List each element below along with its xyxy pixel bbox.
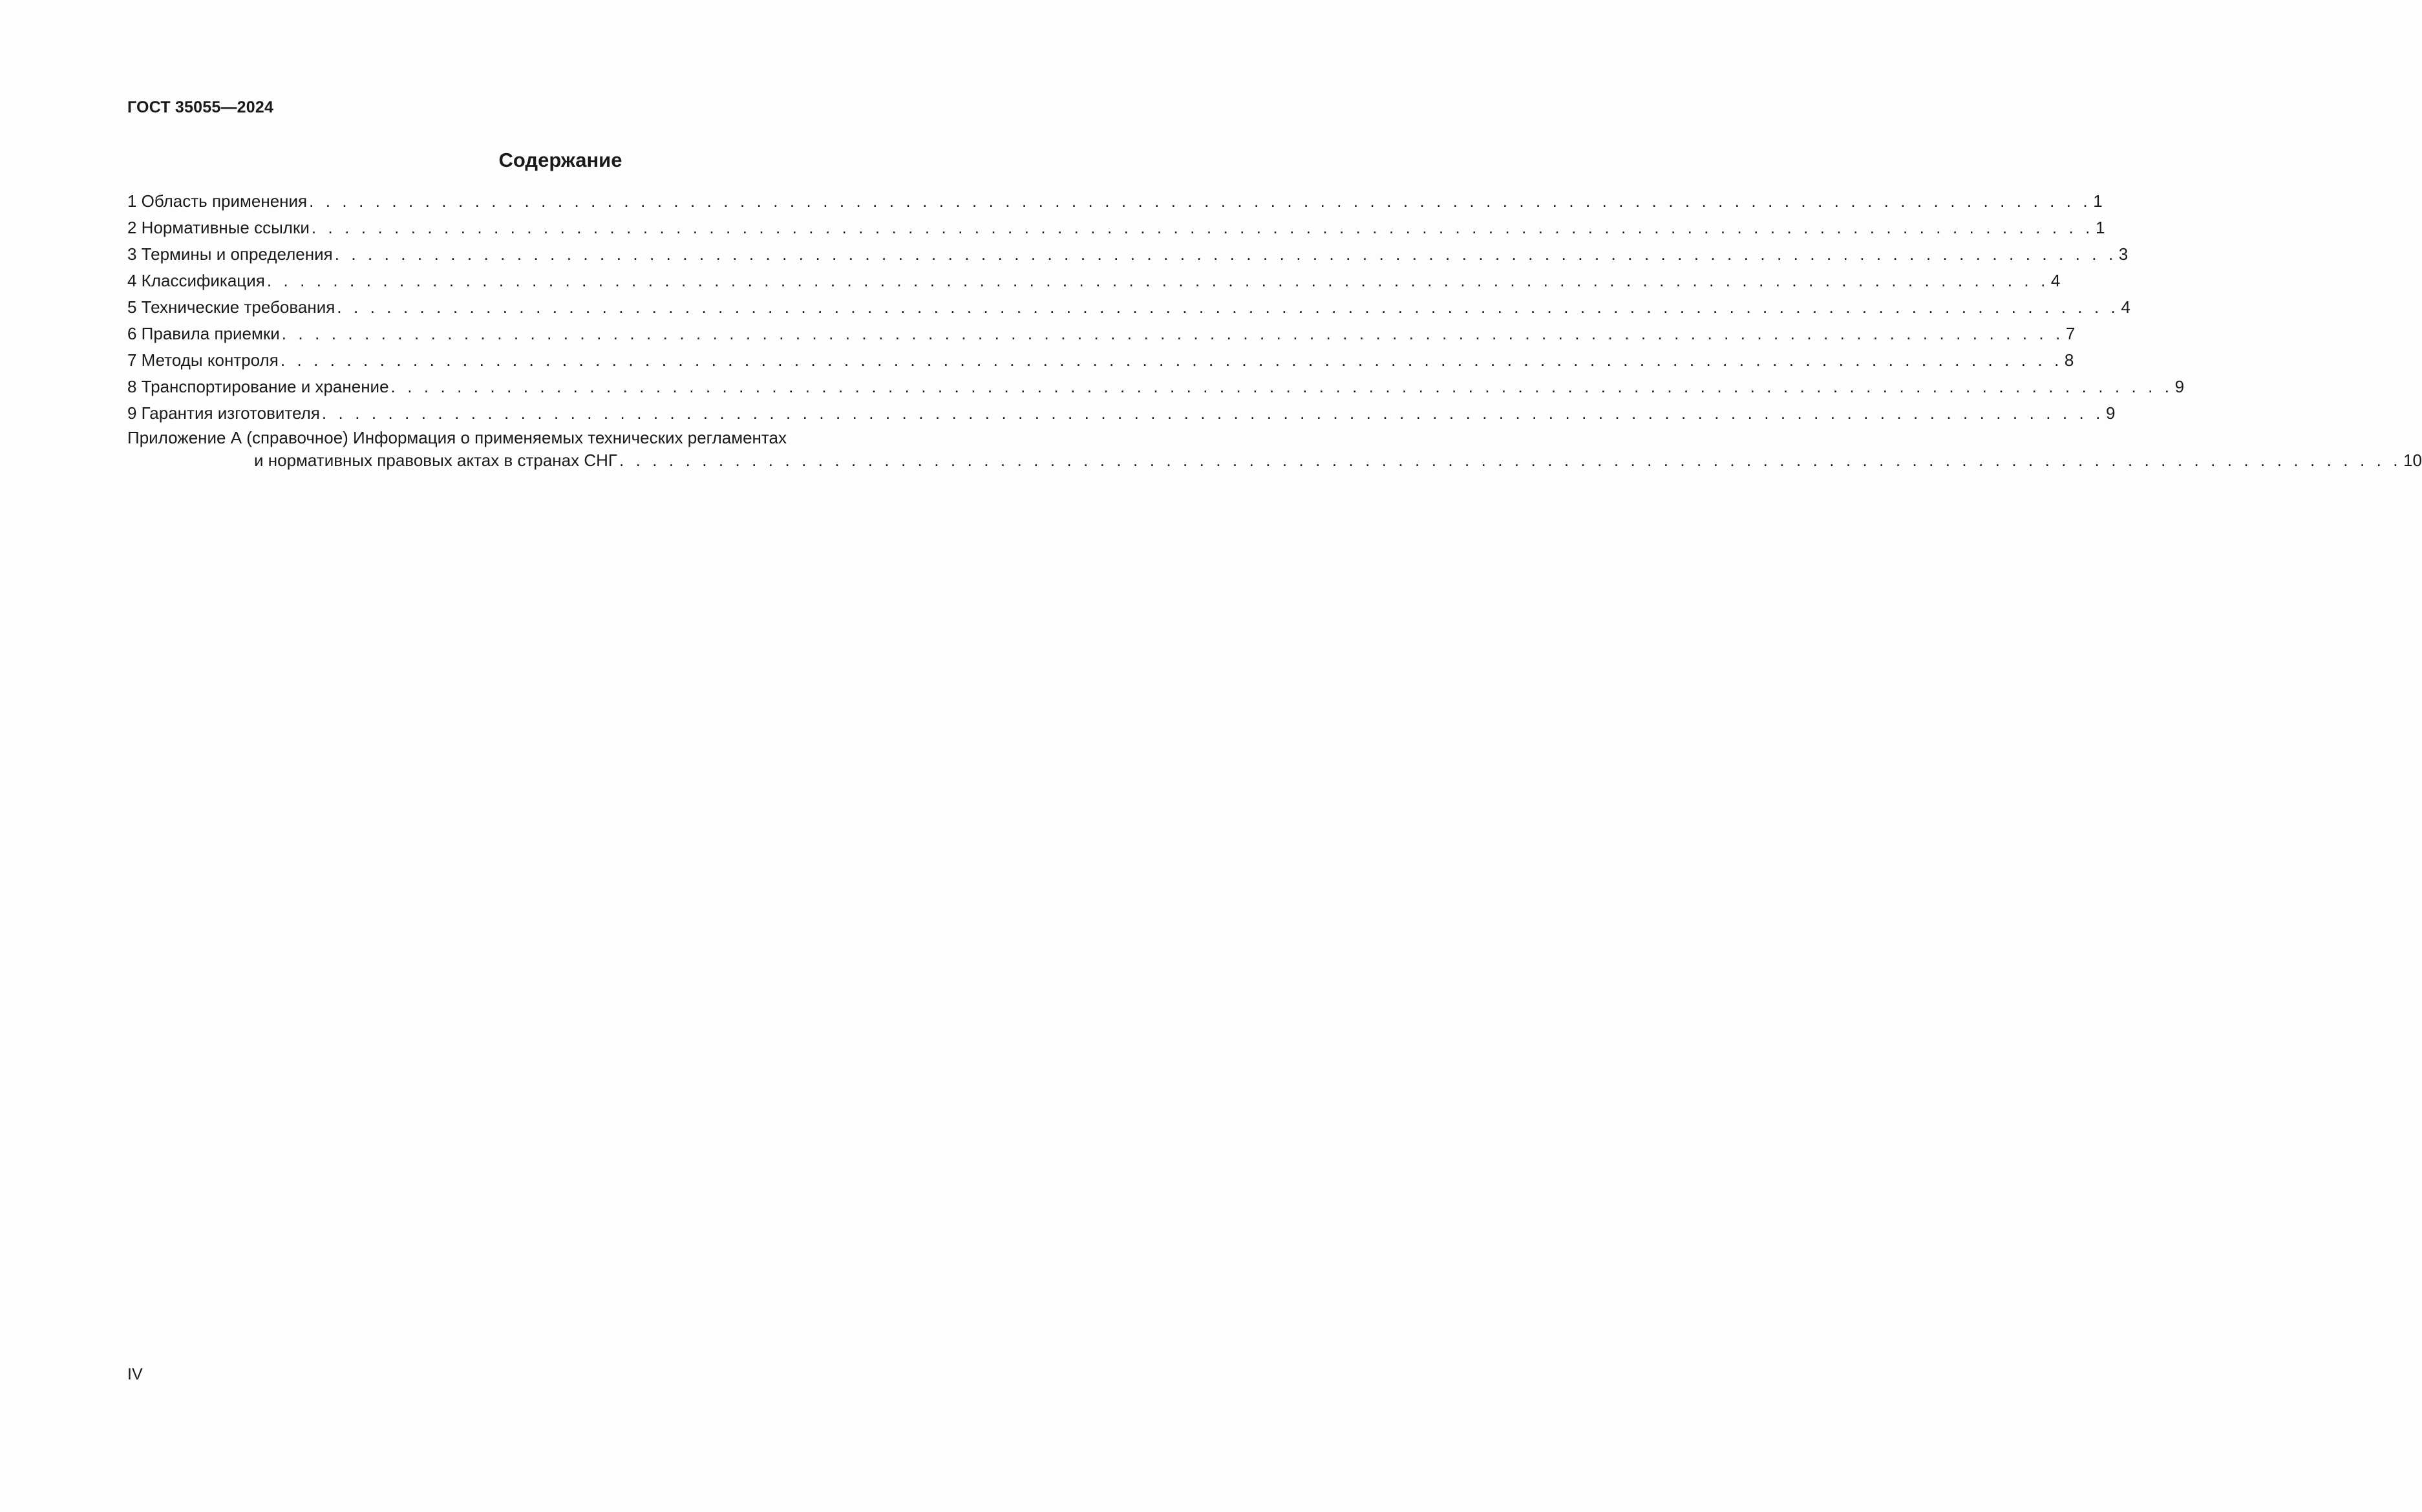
toc-entry-page: 9 — [2106, 403, 2116, 423]
toc-entry-classification[interactable] — [127, 268, 2061, 294]
toc-entry-label: 4 Классификация — [127, 271, 265, 290]
toc-entry-scope[interactable] — [127, 188, 2103, 215]
toc-dot-leader: . . . . . . . . . . . . . . . . . . . . . . . . . . . . . . . . . . . . . . . . . . . . . . . . . . . . . . . . . . . . . . . . . . . . . . . . . . . . . . . . . . . . . . . . . . . . . . . . . . . . . . . . . . . . — [266, 271, 2049, 290]
toc-title: Содержание — [498, 149, 622, 171]
table-of-contents — [127, 188, 2422, 472]
toc-entry-control-methods[interactable] — [127, 347, 2074, 374]
toc-entry-technical-requirements[interactable] — [127, 294, 2130, 321]
toc-appendix-title-line1: Приложение А (справочное) Информация о применяемых технических регламентах — [127, 428, 787, 447]
toc-entry-page: 7 — [2065, 324, 2076, 343]
toc-entry-terms-definitions[interactable] — [127, 241, 2129, 268]
toc-dot-leader: . . . . . . . . . . . . . . . . . . . . . . . . . . . . . . . . . . . . . . . . . . . . . . . . . . . . . . . . . . . . . . . . . . . . . . . . . . . . . . . . . . . . . . . . . . . . . . . . . . . . . . . . . . . . — [390, 377, 2173, 396]
toc-entry-page: 1 — [2093, 191, 2103, 211]
toc-entry-label: 3 Термины и определения — [127, 244, 333, 264]
toc-dot-leader: . . . . . . . . . . . . . . . . . . . . . . . . . . . . . . . . . . . . . . . . . . . . . . . . . . . . . . . . . . . . . . . . . . . . . . . . . . . . . . . . . . . . . . . . . . . . . . . . . . . . . . . . . . . . — [281, 324, 2064, 343]
toc-appendix-title-line2-row — [127, 449, 2422, 472]
page-number: IV — [127, 1365, 143, 1383]
toc-entry-page: 4 — [2050, 271, 2061, 290]
toc-entry-page: 3 — [2118, 244, 2129, 264]
toc-entry-normative-references[interactable] — [127, 215, 2105, 241]
toc-entry-label: 5 Технические требования — [127, 297, 335, 317]
toc-entry-acceptance-rules[interactable] — [127, 321, 2076, 347]
toc-entry-page: 4 — [2121, 297, 2130, 317]
toc-entry-page: 8 — [2064, 350, 2074, 370]
toc-dot-leader: . . . . . . . . . . . . . . . . . . . . . . . . . . . . . . . . . . . . . . . . . . . . . . . . . . . . . . . . . . . . . . . . . . . . . . . . . . . . . . . . . . . . . . . . . . . . . . . . . . . . . . . . . . . . — [280, 350, 2063, 370]
toc-entry-page: 10 — [2403, 451, 2422, 470]
toc-entry-appendix-a[interactable] — [127, 427, 2422, 472]
toc-entry-transport-storage[interactable] — [127, 374, 2185, 400]
toc-entry-label: 8 Транспортирование и хранение — [127, 377, 389, 396]
toc-entry-page: 1 — [2095, 218, 2105, 237]
toc-dot-leader: . . . . . . . . . . . . . . . . . . . . . . . . . . . . . . . . . . . . . . . . . . . . . . . . . . . . . . . . . . . . . . . . . . . . . . . . . . . . . . . . . . . . . . . . . . . . . . . . . . . . . . . . . . . . — [334, 244, 2117, 264]
toc-dot-leader: . . . . . . . . . . . . . . . . . . . . . . . . . . . . . . . . . . . . . . . . . . . . . . . . . . . . . . . . . . . . . . . . . . . . . . . . . . . . . . . . . . . . . . . . . . . . . . . . . . . . . . . . . . . . — [309, 191, 2092, 211]
toc-dot-leader: . . . . . . . . . . . . . . . . . . . . . . . . . . . . . . . . . . . . . . . . . . . . . . . . . . . . . . . . . . . . . . . . . . . . . . . . . . . . . . . . . . . . . . . . . . . . . . . . . . . . . . . . . . . . — [311, 218, 2094, 237]
toc-dot-leader: . . . . . . . . . . . . . . . . . . . . . . . . . . . . . . . . . . . . . . . . . . . . . . . . . . . . . . . . . . . . . . . . . . . . . . . . . . . . . . . . . . . . . . . . . . . . . . . . . . . . . . . . . . . . — [619, 451, 2402, 470]
toc-entry-label: 1 Область применения — [127, 191, 308, 211]
toc-entry-label: 2 Нормативные ссылки — [127, 218, 310, 237]
toc-dot-leader: . . . . . . . . . . . . . . . . . . . . . . . . . . . . . . . . . . . . . . . . . . . . . . . . . . . . . . . . . . . . . . . . . . . . . . . . . . . . . . . . . . . . . . . . . . . . . . . . . . . . . . . . . . . . — [321, 403, 2104, 423]
toc-entry-label: 9 Гарантия изготовителя — [127, 403, 320, 423]
toc-dot-leader: . . . . . . . . . . . . . . . . . . . . . . . . . . . . . . . . . . . . . . . . . . . . . . . . . . . . . . . . . . . . . . . . . . . . . . . . . . . . . . . . . . . . . . . . . . . . . . . . . . . . . . . . . . . . — [337, 297, 2119, 317]
toc-entry-label: 6 Правила приемки — [127, 324, 280, 343]
toc-entry-manufacturer-warranty[interactable] — [127, 400, 2116, 427]
toc-entry-page: 9 — [2174, 377, 2185, 396]
document-code: ГОСТ 35055—2024 — [127, 98, 274, 116]
toc-entry-label: 7 Методы контроля — [127, 350, 279, 370]
toc-appendix-title-line2: и нормативных правовых актах в странах СНГ — [254, 451, 617, 470]
